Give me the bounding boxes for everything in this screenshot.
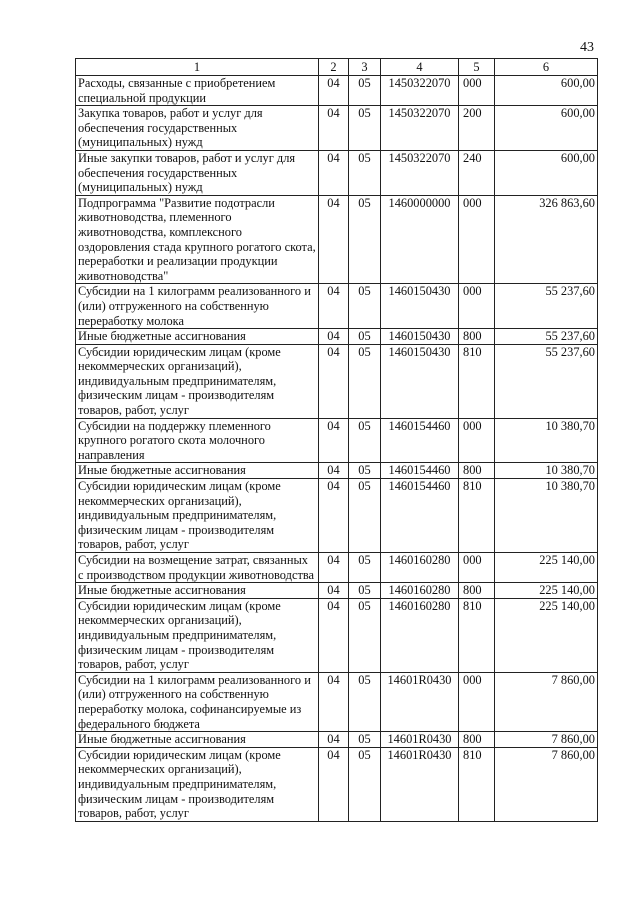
row-section-cell: 04	[319, 553, 349, 583]
table-row	[76, 76, 598, 106]
table-row	[76, 672, 598, 731]
row-expense-type-cell: 200	[459, 106, 495, 151]
row-target-article-cell: 14601R0430	[381, 747, 459, 821]
row-expense-type-cell: 000	[459, 284, 495, 329]
table-row	[76, 732, 598, 748]
table-row	[76, 418, 598, 463]
header-cell-6: 6	[495, 59, 598, 76]
row-section-cell: 04	[319, 598, 349, 672]
row-section-cell: 04	[319, 463, 349, 479]
row-expense-type-cell: 240	[459, 150, 495, 195]
row-expense-type-cell: 810	[459, 598, 495, 672]
row-name-cell: Подпрограмма "Развитие подотрасли животноводства, племенного животноводства, комплексного оздоровления стада крупного рогатого скота, переработки и реализации продукции животноводства"	[76, 195, 319, 284]
row-subsection-cell: 05	[349, 418, 381, 463]
row-expense-type-cell: 800	[459, 463, 495, 479]
row-section-cell: 04	[319, 195, 349, 284]
row-amount-cell: 10 380,70	[495, 479, 598, 553]
row-target-article-cell: 1450322070	[381, 150, 459, 195]
row-target-article-cell: 1460160280	[381, 598, 459, 672]
row-section-cell: 04	[319, 747, 349, 821]
row-expense-type-cell: 800	[459, 732, 495, 748]
row-subsection-cell: 05	[349, 344, 381, 418]
table-row	[76, 329, 598, 345]
row-name-cell: Субсидии на поддержку племенного крупного рогатого скота молочного направления	[76, 418, 319, 463]
header-cell-3: 3	[349, 59, 381, 76]
row-target-article-cell: 1460154460	[381, 418, 459, 463]
row-target-article-cell: 14601R0430	[381, 732, 459, 748]
table-row	[76, 284, 598, 329]
page-number: 43	[580, 40, 594, 55]
row-target-article-cell: 1450322070	[381, 76, 459, 106]
row-subsection-cell: 05	[349, 583, 381, 599]
row-target-article-cell: 14601R0430	[381, 672, 459, 731]
row-target-article-cell: 1460154460	[381, 463, 459, 479]
table-row	[76, 463, 598, 479]
row-target-article-cell: 1460150430	[381, 344, 459, 418]
row-amount-cell: 55 237,60	[495, 344, 598, 418]
table-row	[76, 195, 598, 284]
row-section-cell: 04	[319, 672, 349, 731]
row-amount-cell: 10 380,70	[495, 463, 598, 479]
row-subsection-cell: 05	[349, 732, 381, 748]
row-section-cell: 04	[319, 418, 349, 463]
row-amount-cell: 55 237,60	[495, 329, 598, 345]
row-subsection-cell: 05	[349, 150, 381, 195]
row-subsection-cell: 05	[349, 598, 381, 672]
row-name-cell: Закупка товаров, работ и услуг для обеспечения государственных (муниципальных) нужд	[76, 106, 319, 151]
row-name-cell: Субсидии на возмещение затрат, связанных с производством продукции животноводства	[76, 553, 319, 583]
row-expense-type-cell: 800	[459, 329, 495, 345]
row-subsection-cell: 05	[349, 106, 381, 151]
row-expense-type-cell: 810	[459, 344, 495, 418]
row-amount-cell: 7 860,00	[495, 747, 598, 821]
row-amount-cell: 600,00	[495, 106, 598, 151]
row-expense-type-cell: 000	[459, 672, 495, 731]
row-subsection-cell: 05	[349, 329, 381, 345]
budget-table	[75, 58, 598, 822]
row-section-cell: 04	[319, 479, 349, 553]
table-row	[76, 344, 598, 418]
row-expense-type-cell: 000	[459, 553, 495, 583]
row-subsection-cell: 05	[349, 195, 381, 284]
row-target-article-cell: 1460160280	[381, 553, 459, 583]
row-section-cell: 04	[319, 583, 349, 599]
row-subsection-cell: 05	[349, 672, 381, 731]
row-name-cell: Субсидии на 1 килограмм реализованного и (или) отгруженного на собственную переработку молока	[76, 284, 319, 329]
table-row	[76, 747, 598, 821]
table-row	[76, 150, 598, 195]
row-expense-type-cell: 000	[459, 195, 495, 284]
row-target-article-cell: 1460154460	[381, 479, 459, 553]
row-subsection-cell: 05	[349, 76, 381, 106]
row-target-article-cell: 1460160280	[381, 583, 459, 599]
row-section-cell: 04	[319, 76, 349, 106]
row-amount-cell: 7 860,00	[495, 672, 598, 731]
row-expense-type-cell: 810	[459, 479, 495, 553]
row-target-article-cell: 1450322070	[381, 106, 459, 151]
row-name-cell: Иные закупки товаров, работ и услуг для обеспечения государственных (муниципальных) нужд	[76, 150, 319, 195]
row-name-cell: Субсидии юридическим лицам (кроме некоммерческих организаций), индивидуальным предпринимателям, физическим лицам - производителям товаров, работ, услуг	[76, 598, 319, 672]
row-expense-type-cell: 000	[459, 76, 495, 106]
row-section-cell: 04	[319, 344, 349, 418]
row-section-cell: 04	[319, 329, 349, 345]
row-amount-cell: 600,00	[495, 150, 598, 195]
row-subsection-cell: 05	[349, 747, 381, 821]
table-row	[76, 598, 598, 672]
row-section-cell: 04	[319, 106, 349, 151]
table-row	[76, 106, 598, 151]
row-expense-type-cell: 800	[459, 583, 495, 599]
header-cell-5: 5	[459, 59, 495, 76]
table-row	[76, 553, 598, 583]
row-amount-cell: 7 860,00	[495, 732, 598, 748]
table-row	[76, 479, 598, 553]
row-expense-type-cell: 000	[459, 418, 495, 463]
row-section-cell: 04	[319, 284, 349, 329]
row-subsection-cell: 05	[349, 479, 381, 553]
header-cell-4: 4	[381, 59, 459, 76]
row-amount-cell: 326 863,60	[495, 195, 598, 284]
row-amount-cell: 55 237,60	[495, 284, 598, 329]
row-name-cell: Иные бюджетные ассигнования	[76, 463, 319, 479]
row-amount-cell: 10 380,70	[495, 418, 598, 463]
row-name-cell: Субсидии юридическим лицам (кроме некоммерческих организаций), индивидуальным предпринимателям, физическим лицам - производителям товаров, работ, услуг	[76, 344, 319, 418]
row-subsection-cell: 05	[349, 553, 381, 583]
row-subsection-cell: 05	[349, 284, 381, 329]
row-name-cell: Субсидии юридическим лицам (кроме некоммерческих организаций), индивидуальным предпринимателям, физическим лицам - производителям товаров, работ, услуг	[76, 479, 319, 553]
row-name-cell: Иные бюджетные ассигнования	[76, 329, 319, 345]
row-expense-type-cell: 810	[459, 747, 495, 821]
row-amount-cell: 600,00	[495, 76, 598, 106]
table-row	[76, 583, 598, 599]
header-cell-1: 1	[76, 59, 319, 76]
row-name-cell: Иные бюджетные ассигнования	[76, 732, 319, 748]
row-target-article-cell: 1460150430	[381, 284, 459, 329]
row-amount-cell: 225 140,00	[495, 583, 598, 599]
row-name-cell: Субсидии юридическим лицам (кроме некоммерческих организаций), индивидуальным предпринимателям, физическим лицам - производителям товаров, работ, услуг	[76, 747, 319, 821]
row-target-article-cell: 1460000000	[381, 195, 459, 284]
header-cell-2: 2	[319, 59, 349, 76]
row-name-cell: Иные бюджетные ассигнования	[76, 583, 319, 599]
header-row	[76, 59, 598, 76]
row-name-cell: Субсидии на 1 килограмм реализованного и (или) отгруженного на собственную переработку молока, софинансируемые из федерального бюджета	[76, 672, 319, 731]
row-target-article-cell: 1460150430	[381, 329, 459, 345]
row-amount-cell: 225 140,00	[495, 553, 598, 583]
row-amount-cell: 225 140,00	[495, 598, 598, 672]
row-name-cell: Расходы, связанные с приобретением специальной продукции	[76, 76, 319, 106]
row-section-cell: 04	[319, 150, 349, 195]
row-subsection-cell: 05	[349, 463, 381, 479]
row-section-cell: 04	[319, 732, 349, 748]
